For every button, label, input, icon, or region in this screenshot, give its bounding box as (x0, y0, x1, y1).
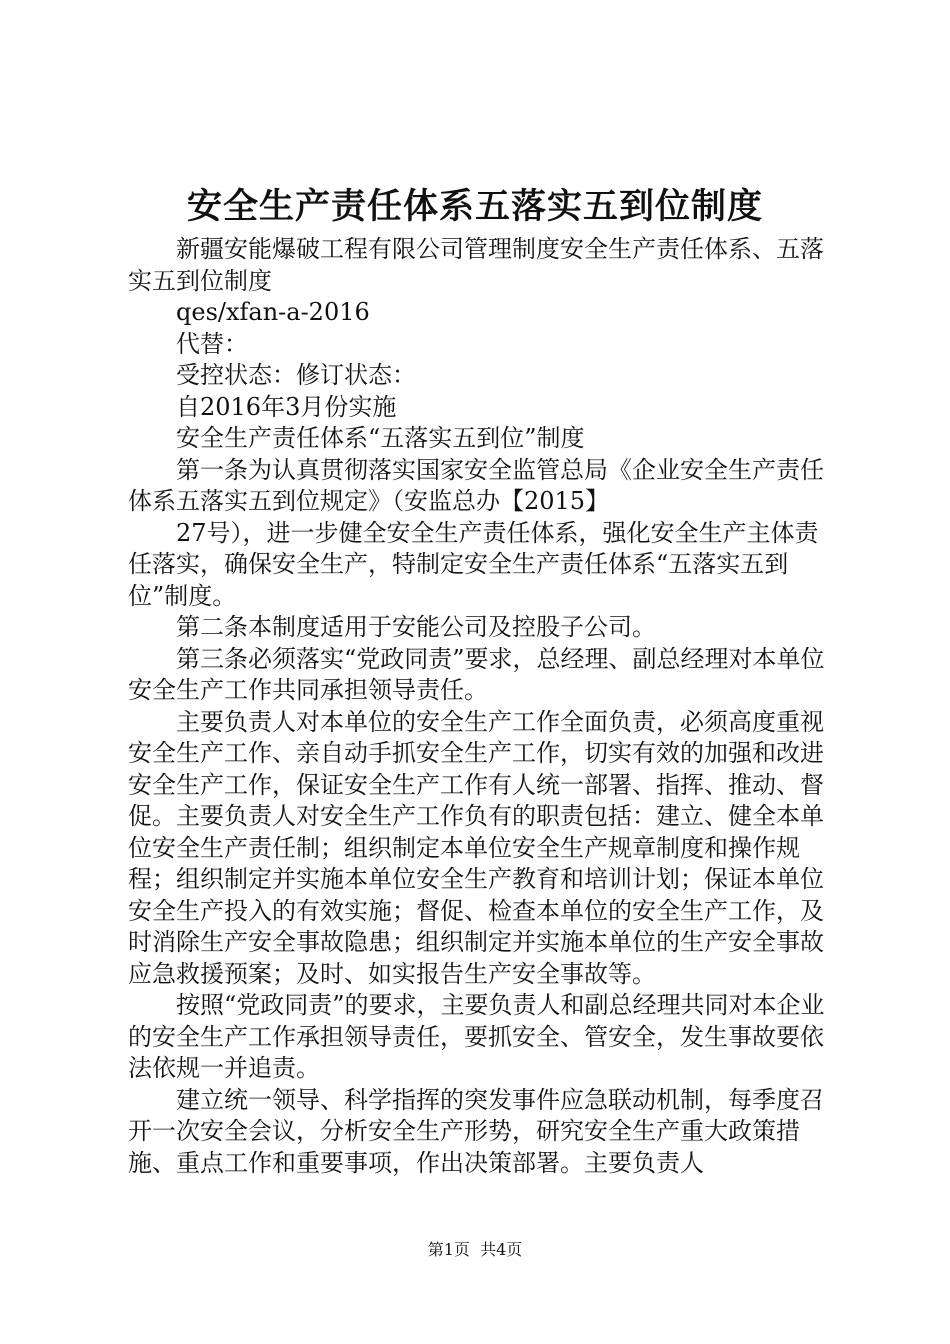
paragraph-control-status: 受控状态：修订状态： (176, 361, 416, 389)
document-body (128, 234, 834, 1179)
paragraph-company-header: 新疆安能爆破工程有限公司管理制度安全生产责任体系、五落实五到位制度 (128, 235, 824, 295)
paragraph-emergency-mechanism: 建立统一领导、科学指挥的突发事件应急联动机制，每季度召开一次安全会议，分析安全生产形势，研究安全生产重大政策措施、重点工作和重要事项，作出决策部署。主要负责人 (128, 1085, 824, 1177)
paragraph-document-code: qes/xfan-a-2016 (176, 298, 370, 326)
page-footer (0, 1240, 950, 1260)
paragraph-article-3: 第三条必须落实“党政同责”要求，总经理、副总经理对本单位安全生产工作共同承担领导责任。 (128, 644, 825, 704)
paragraph-main-responsibility: 主要负责人对本单位的安全生产工作全面负责，必须高度重视安全生产工作、亲自动手抓安全生产工作，切实有效的加强和改进安全生产工作，保证安全生产工作有人统一部署、指挥、推动、督促。主要负责人对安全生产工作负有的职责包括：建立、健全本单位安全生产责任制；组织制定本单位安全生产规章制度和操作规程；组织制定并实施本单位安全生产教育和培训计划；保证本单位安全生产投入的有效实施；督促、检查本单位的安全生产工作，及时消除生产安全事故隐患；组织制定并实施本单位的生产安全事故应急救援预案；及时、如实报告生产安全事故等。 (128, 707, 824, 988)
paragraph-article-1-cont: 27号），进一步健全安全生产责任体系，强化安全生产主体责任落实，确保安全生产，特制定安全生产责任体系“五落实五到位”制度。 (128, 518, 819, 610)
document-title: 安全生产责任体系五落实五到位制度 (186, 186, 763, 227)
page-total: 共4页 (480, 1240, 523, 1259)
paragraph-replaces: 代替： (176, 329, 248, 358)
paragraph-party-government: 按照“党政同责”的要求，主要负责人和副总经理共同对本企业的安全生产工作承担领导责任，要抓安全、管安全，发生事故要依法依规一并追责。 (128, 991, 825, 1082)
paragraph-effective-date: 自2016年3月份实施 (176, 392, 397, 421)
paragraph-article-1: 第一条为认真贯彻落实国家安全监管总局《企业安全生产责任体系五落实五到位规定》（安监总办【2015】 (128, 455, 824, 515)
paragraph-subtitle: 安全生产责任体系“五落实五到位”制度 (176, 424, 585, 452)
paragraph-article-2: 第二条本制度适用于安能公司及控股子公司。 (176, 613, 656, 641)
page-number: 第1页 (427, 1240, 470, 1259)
